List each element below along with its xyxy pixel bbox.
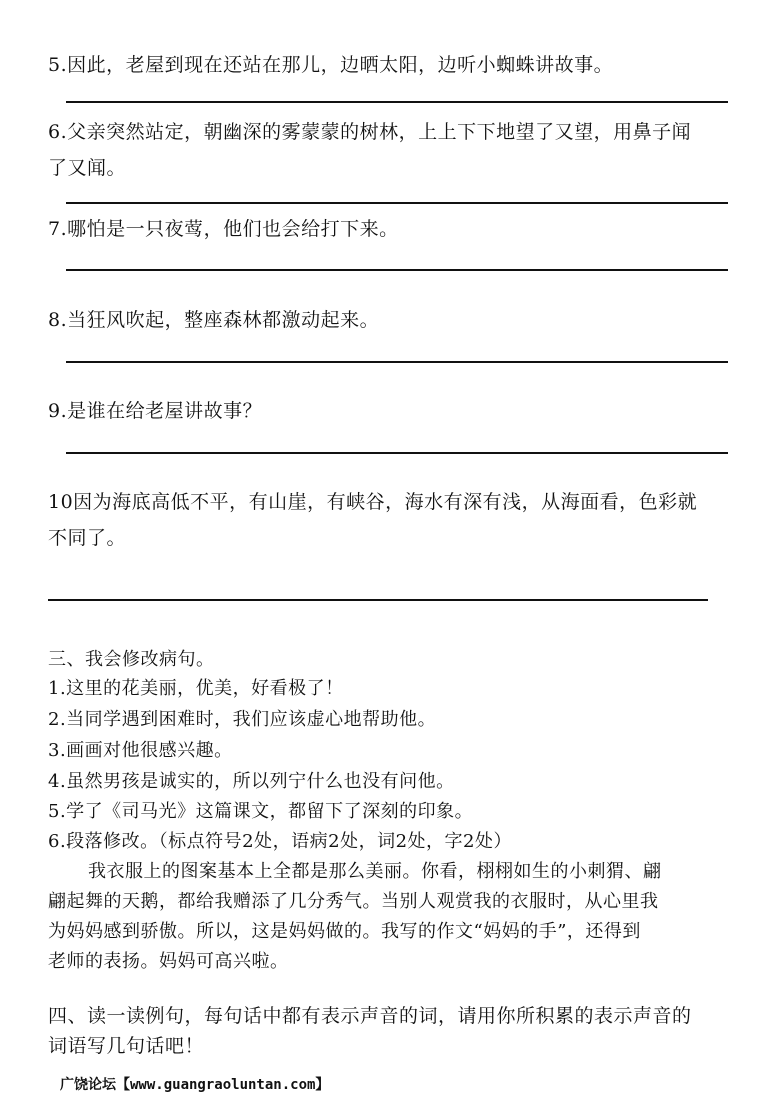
answer-line-10[interactable] <box>48 599 708 601</box>
sentence-9: 9.是谁在给老屋讲故事？ <box>48 400 263 422</box>
sentence-6-line-1: 6.父亲突然站定，朝幽深的雾蒙蒙的树林，上上下下地望了又望，用鼻子闻 <box>48 121 692 143</box>
answer-line-6[interactable] <box>66 202 728 204</box>
section-3-item-5: 5.学了《司马光》这篇课文，都留下了深刻的印象。 <box>48 801 474 822</box>
footer-site-name: 广饶论坛 <box>60 1077 116 1093</box>
section-3-item-4: 4.虽然男孩是诚实的，所以列宁什么也没有问他。 <box>48 771 455 792</box>
paragraph-line-2: 翩起舞的天鹅，都给我赠添了几分秀气。当别人观赏我的衣服时，从心里我 <box>48 891 659 912</box>
paragraph-line-4: 老师的表扬。妈妈可高兴啦。 <box>48 951 289 972</box>
section-3-title: 三、我会修改病句。 <box>48 649 215 670</box>
sentence-6-line-2: 了又闻。 <box>48 157 127 179</box>
section-3-item-3: 3.画画对他很感兴趣。 <box>48 740 233 761</box>
section-4-line-1: 四、读一读例句，每句话中都有表示声音的词，请用你所积累的表示声音的 <box>48 1005 692 1027</box>
section-4-line-2: 词语写几句话吧！ <box>48 1035 205 1057</box>
answer-line-5[interactable] <box>66 101 728 103</box>
answer-line-7[interactable] <box>66 269 728 271</box>
answer-line-8[interactable] <box>66 361 728 363</box>
sentence-8: 8.当狂风吹起，整座森林都激动起来。 <box>48 309 380 331</box>
section-3-item-1: 1.这里的花美丽，优美，好看极了！ <box>48 678 344 699</box>
section-3-item-2: 2.当同学遇到困难时，我们应该虚心地帮助他。 <box>48 709 437 730</box>
sentence-10-line-2: 不同了。 <box>48 527 127 549</box>
answer-line-9[interactable] <box>66 452 728 454</box>
section-3-item-6: 6.段落修改。（标点符号2处，语病2处，词2处，字2处） <box>48 831 512 852</box>
paragraph-line-3: 为妈妈感到骄傲。所以，这是妈妈做的。我写的作文“妈妈的手”，还得到 <box>48 921 641 942</box>
paragraph-line-1: 我衣服上的图案基本上全都是那么美丽。你看，栩栩如生的小刺猬、翩 <box>88 861 662 882</box>
sentence-7: 7.哪怕是一只夜莺，他们也会给打下来。 <box>48 218 399 240</box>
sentence-5: 5.因此，老屋到现在还站在那儿，边晒太阳，边听小蜘蛛讲故事。 <box>48 54 614 76</box>
footer-url[interactable]: 【www.guangraoluntan.com】 <box>116 1077 330 1093</box>
sentence-10-line-1: 10因为海底高低不平，有山崖，有峡谷，海水有深有浅，从海面看，色彩就 <box>48 491 698 513</box>
footer-watermark <box>60 1074 329 1094</box>
